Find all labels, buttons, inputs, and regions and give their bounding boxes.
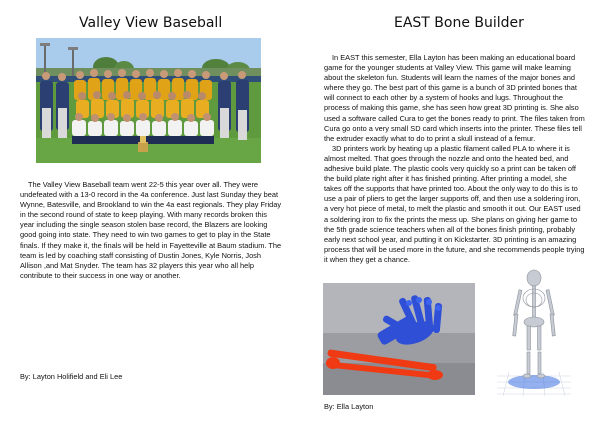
printed-hand-photo (323, 283, 475, 395)
team-photo (36, 38, 261, 163)
bone-builder-paragraph-1: In EAST this semester, Ella Layton has been making an educational board game for the younger students at Valley View. This game will make learning about the skeleton fun. Students will learn the names of the major bones and where they go. The best part of this game is a bunch of 3D printed bones that will connect to each other by a system of hooks and lugs. Throughout the process of making this game, she has seen how great 3D printing is. She also used a software called Cura to get the bones ready to print. The files taken from Cura go onto a very small SD card which inserts into the printer. These files tell the extruder exactly what to do to print a skull instead of a femur. (324, 53, 585, 143)
bone-builder-paragraph-2: 3D printers work by heating up a plastic filament called PLA to where it is almost melted. That goes through the nozzle and onto the heated bed, and adhesive build plate. The plastic cools very quickly so a print can be taken off the build plate right after it has finished printing. After printing a model, she takes off the supports that have printed too. About the only way to do this is to use a pair of pliers to get the larger supports off, and then use a soldering iron, a very hot piece of metal, to melt the plastic and smooth it out. Our EAST used a soldering iron to fix the prints the mess up. She plans on giving her game to the 5th grade science teachers when all of the bones finish printing, probably early next school year, and putting it on Kickstarter. 3D printing is an amazing process that will be used more in the future, and she recommends people trying it when they get a chance. (324, 143, 585, 264)
baseball-title: Valley View Baseball (79, 15, 223, 31)
bone-builder-article (300, 0, 600, 424)
baseball-body (20, 180, 282, 281)
bone-builder-byline: By: Ella Layton (324, 402, 374, 411)
baseball-paragraph: The Valley View Baseball team went 22-5 this year over all. They were undefeated with a 13-0 record in the 4a conference. Just last Sunday they beat Wynne, Batesville, and Brookland to win the 4a east regionals. They play Friday in the second round of state to keep playing. With many records broken this year including the single season stolen base record, the Blazers are looking good going into state. They need to win two games to get to play in the State finals. If they make it, the finals will be held in Fayetteville at Baum stadium. The team is led by coaching staff consisting of Dustin Jones, Kyle Norris, Josh Allison ,and Mat Snyder. The team has 32 players this year who all help contribute to their success in one way or another. (20, 180, 282, 280)
bone-builder-body (324, 53, 586, 265)
baseball-byline: By: Layton Holifield and Eli Lee (20, 372, 123, 381)
bone-builder-title: EAST Bone Builder (394, 15, 524, 31)
skeleton-model-photo (497, 264, 571, 396)
